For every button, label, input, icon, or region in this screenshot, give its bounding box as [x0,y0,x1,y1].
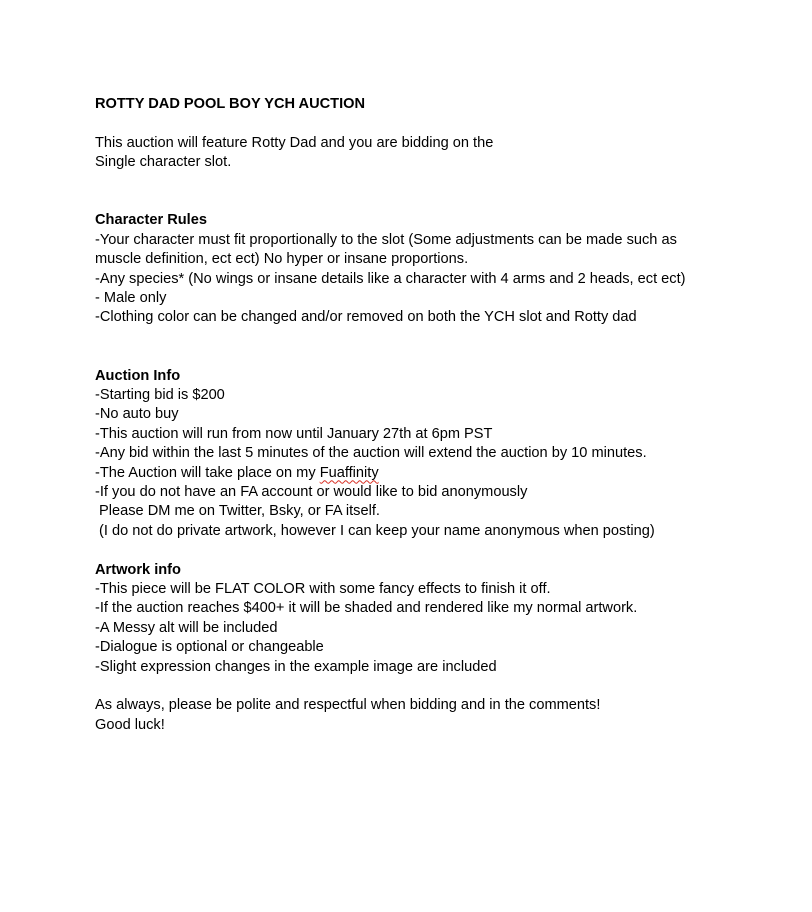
intro-line: Single character slot. [95,154,232,171]
auction-line: -No auto buy [95,406,179,423]
artwork-line: -Slight expression changes in the example image are included [95,658,497,675]
section-heading-auction-info: Auction Info [95,367,181,384]
rule-line: -Any species* (No wings or insane details like a character with 4 arms and 2 heads, ect ect) [95,270,686,287]
rule-line: muscle definition, ect ect) No hyper or insane proportions. [95,251,469,268]
intro-line: This auction will feature Rotty Dad and you are bidding on the [95,134,494,151]
auction-line: -If you do not have an FA account or would like to bid anonymously [95,484,528,501]
spacer [95,192,795,211]
artwork-line: -Dialogue is optional or changeable [95,639,324,656]
auction-line: -Starting bid is $200 [95,387,225,404]
section-heading-artwork-info: Artwork info [95,561,181,578]
auction-line: (I do not do private artwork, however I can keep your name anonymous when posting) [95,522,655,539]
misspelled-word: Fuaffinity [319,464,379,481]
section-heading-character-rules: Character Rules [95,212,207,229]
spacer [95,677,795,696]
closing-line: As always, please be polite and respectful when bidding and in the comments! [95,697,601,714]
spacer [95,114,795,133]
spacer [95,347,795,366]
artwork-line: -This piece will be FLAT COLOR with some fancy effects to finish it off. [95,581,551,598]
auction-line: -Any bid within the last 5 minutes of the auction will extend the auction by 10 minutes. [95,445,647,462]
artwork-line: -If the auction reaches $400+ it will be shaded and rendered like my normal artwork. [95,600,638,617]
spacer [95,541,795,560]
document-title: ROTTY DAD POOL BOY YCH AUCTION [95,96,366,112]
document-body [95,95,795,735]
auction-line: -This auction will run from now until January 27th at 6pm PST [95,425,493,442]
auction-line: Please DM me on Twitter, Bsky, or FA itself. [95,503,380,520]
rule-line: - Male only [95,290,167,307]
auction-line-fa-prefix: -The Auction will take place on my [95,464,320,481]
rule-line: -Clothing color can be changed and/or removed on both the YCH slot and Rotty dad [95,309,637,326]
spacer [95,328,795,347]
closing-line: Good luck! [95,716,165,733]
spacer [95,173,795,192]
rule-line: -Your character must fit proportionally to the slot (Some adjustments can be made such as [95,231,677,248]
artwork-line: -A Messy alt will be included [95,619,278,636]
auction-line-fa [95,464,795,483]
